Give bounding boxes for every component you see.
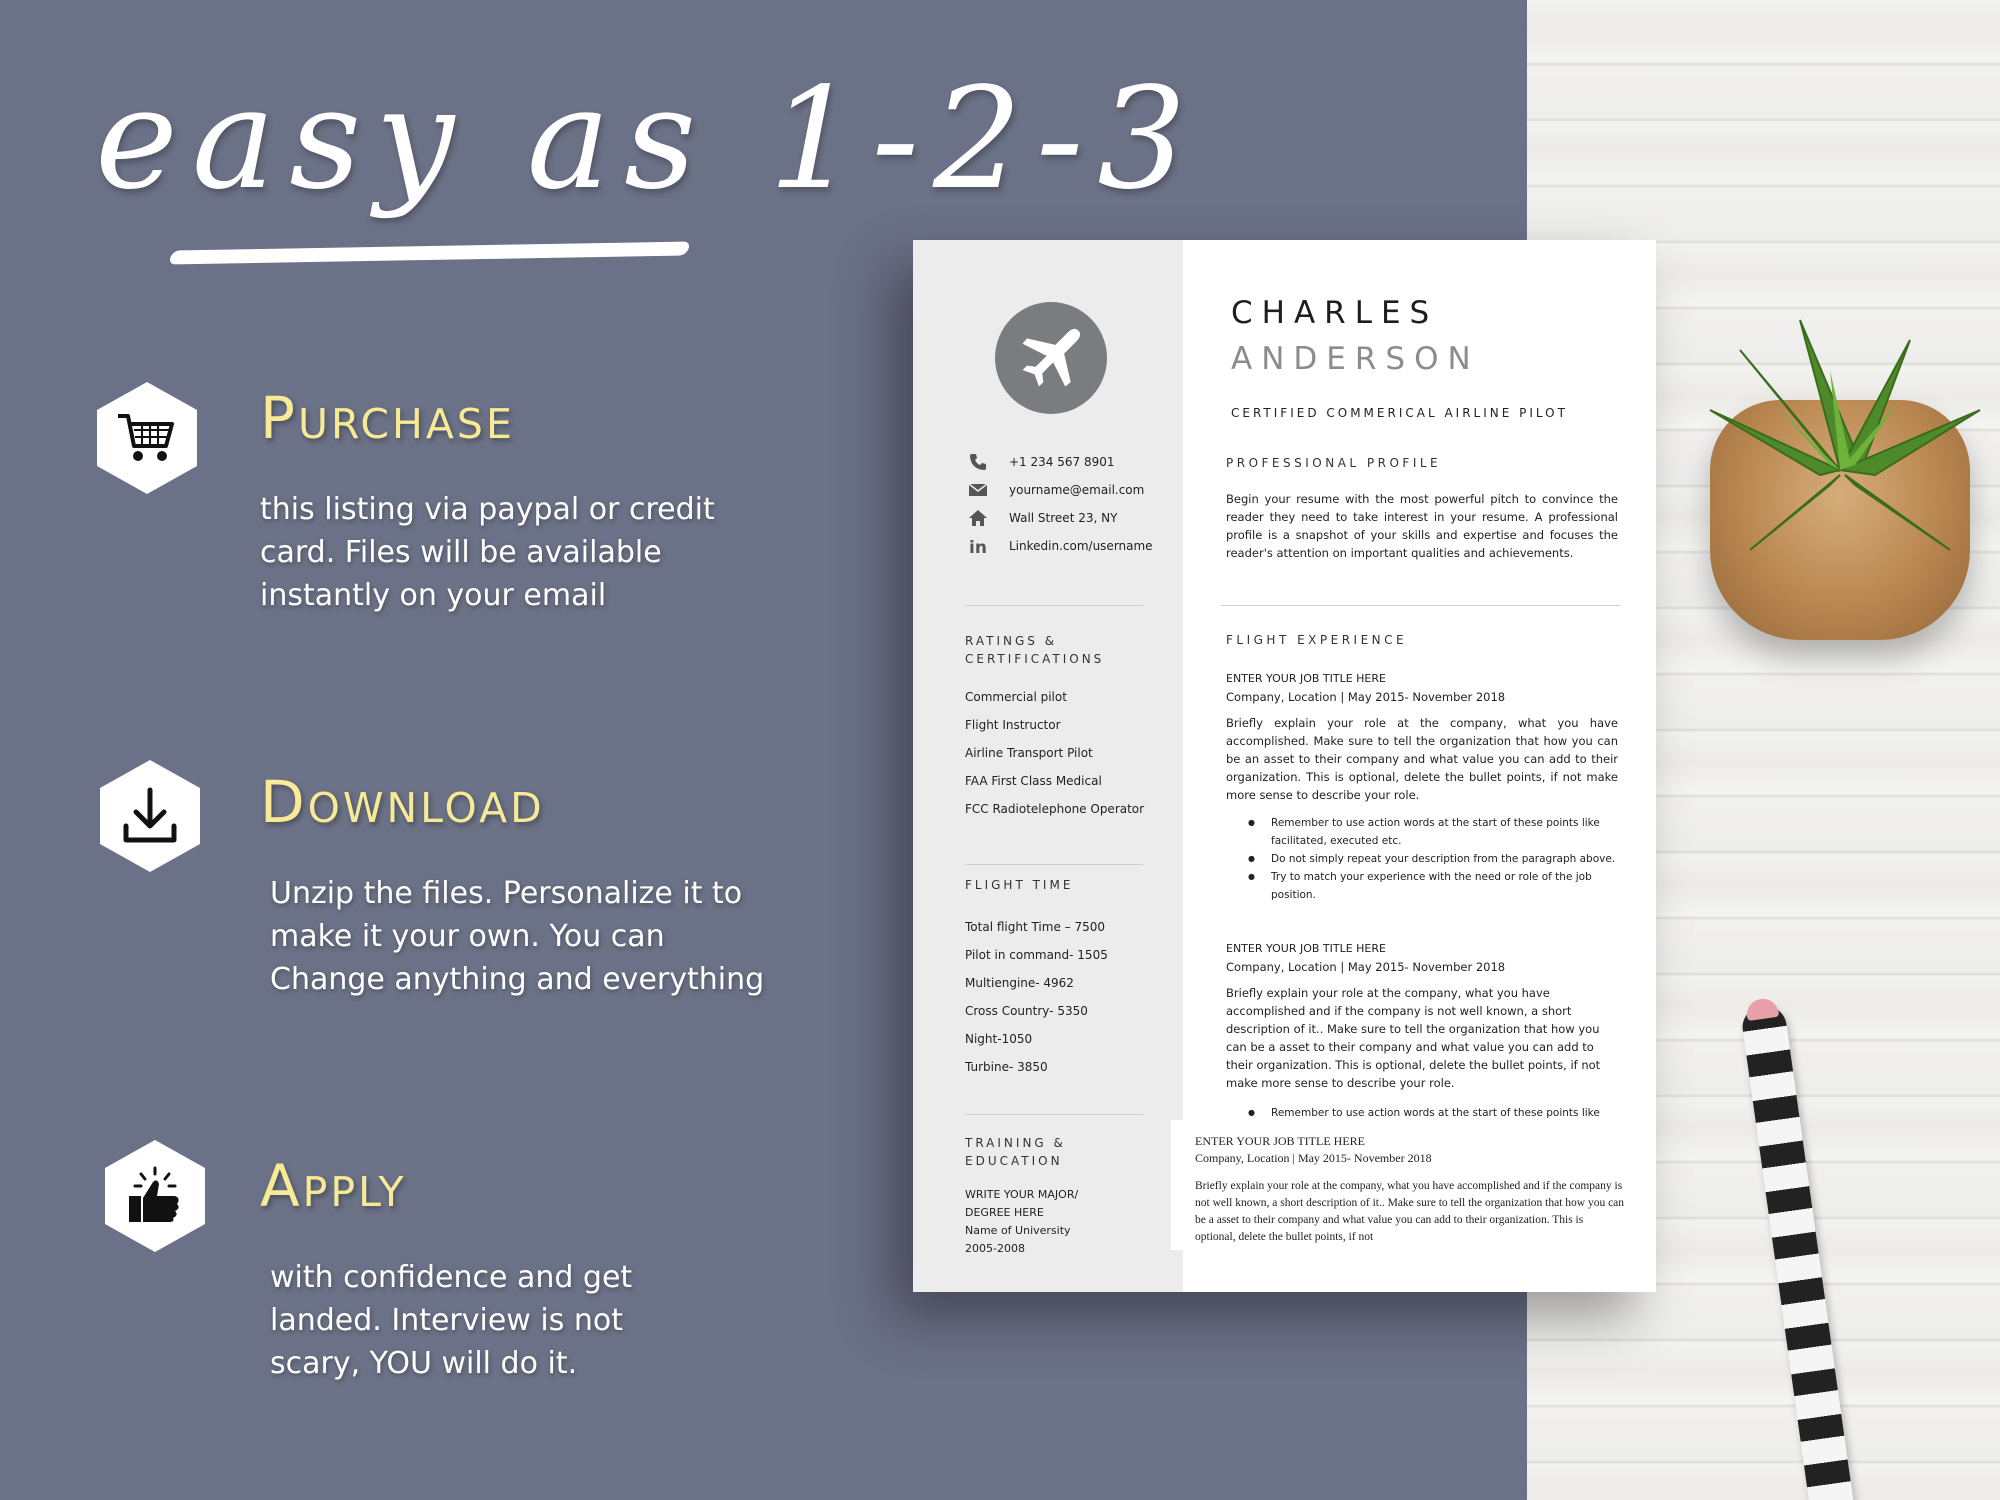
phone-icon — [968, 452, 988, 472]
resume-avatar — [995, 302, 1107, 414]
contact-linkedin: in Linkedin.com/username — [969, 538, 1153, 556]
step-download-badge — [100, 760, 200, 872]
sidebar-divider — [965, 605, 1143, 606]
list-item: ● Do not simply repeat your description from the paragraph above. — [1226, 850, 1618, 868]
job2-title: ENTER YOUR JOB TITLE HERE — [1226, 942, 1386, 955]
job1-company: Company, Location | May 2015- November 2018 — [1226, 690, 1506, 704]
step-apply-text: with confidence and get landed. Interview is not scary, YOU will do it. — [270, 1260, 633, 1381]
list-item: ● Try to match your experience with the need or role of the job position. — [1226, 868, 1618, 904]
resume-preview — [913, 240, 1656, 1292]
list-item: ● Remember to use action words at the start of these points like — [1226, 1104, 1618, 1122]
job2-company: Company, Location | May 2015- November 2018 — [1226, 960, 1506, 974]
step-purchase-text: this listing via paypal or credit card. Files will be available instantly on your email — [260, 492, 715, 613]
step-download-text: Unzip the files. Personalize it to make it your own. You can Change anything and everything — [270, 876, 765, 997]
job1-text: Briefly explain your role at the company, what you have accomplished. Make sure to tell the organization that how you can be an asset to their company and what value you can add to their organization. This is optional, delete the bullet points, if not make more sense to describe your role. — [1226, 716, 1618, 802]
linkedin-icon — [968, 536, 988, 556]
job3-company: Company, Location | May 2015- November 2018 — [1195, 1151, 1432, 1165]
flight-time-item: Cross Country- 5350 — [965, 1004, 1088, 1018]
resume-job-title: CERTIFIED COMMERICAL AIRLINE PILOT — [1231, 406, 1568, 420]
rating-item: Commercial pilot — [965, 690, 1067, 704]
job3-title: ENTER YOUR JOB TITLE HERE — [1195, 1134, 1365, 1148]
sidebar-divider — [965, 864, 1143, 865]
contact-phone: +1 234 567 8901 — [965, 450, 1114, 474]
flight-time-item: Multiengine- 4962 — [965, 976, 1074, 990]
step-purchase-badge — [97, 382, 197, 494]
step-apply-badge — [105, 1140, 205, 1252]
email-icon — [968, 482, 988, 498]
flight-time-item: Pilot in command- 1505 — [965, 948, 1108, 962]
rating-item: FAA First Class Medical — [965, 774, 1102, 788]
contact-email: yourname@email.com — [965, 478, 1144, 502]
step-apply-title: Apply — [260, 1152, 407, 1220]
flight-time-item: Turbine- 3850 — [965, 1060, 1048, 1074]
job2-text: Briefly explain your role at the company, what you have accomplished and if the company is not well known, a short description of it.. Make sure to tell the organization that how you can be a asset to their company and what value you can add to their organization. This is optional, delete the bullet points, if not make more sense to describe your role. — [1226, 986, 1601, 1090]
job1-bullets — [1226, 814, 1618, 904]
svg-text:in: in — [969, 538, 987, 556]
profile-text: Begin your resume with the most powerful pitch to convince the reader they need to take interest in your resume. A professional profile is a snapshot of your skills and expertise and focuses the reader's attention on important qualities and achievements. — [1226, 492, 1618, 560]
training-line: DEGREE HERE — [965, 1206, 1044, 1219]
flight-time-item: Night-1050 — [965, 1032, 1033, 1046]
profile-heading: PROFESSIONAL PROFILE — [1226, 456, 1442, 470]
rating-item: Airline Transport Pilot — [965, 746, 1093, 760]
home-icon — [968, 508, 988, 528]
resume-last-name: ANDERSON — [1231, 341, 1480, 377]
resume-first-name: CHARLES — [1231, 295, 1439, 331]
step-purchase-title: Purchase — [260, 384, 515, 452]
rating-item: FCC Radiotelephone Operator — [965, 802, 1145, 816]
shopping-cart-icon — [116, 410, 178, 466]
flight-time-heading: FLIGHT TIME — [965, 878, 1074, 892]
training-line: 2005-2008 — [965, 1242, 1025, 1255]
main-divider — [1221, 605, 1621, 606]
job1-title: ENTER YOUR JOB TITLE HERE — [1226, 672, 1386, 685]
job3-block — [1171, 1120, 1656, 1250]
ratings-heading: RATINGS & CERTIFICATIONS — [965, 634, 1105, 666]
thumbs-up-icon — [123, 1164, 187, 1228]
succulent-plant-icon — [1680, 300, 2000, 620]
sidebar-divider — [965, 1114, 1143, 1115]
airplane-icon — [1016, 323, 1086, 393]
contact-address: Wall Street 23, NY — [965, 506, 1117, 530]
flight-time-item: Total flight Time – 7500 — [965, 920, 1106, 934]
training-line: Name of University — [965, 1224, 1071, 1237]
job3-text: Briefly explain your role at the company, what you have accomplished and if the company is not well known, a short description of it.. Make sure to tell the organization that how you can be a asset to their company and what value you can add to their organization. This is optional, delete the bullet points, if not — [1195, 1180, 1625, 1243]
training-heading: TRAINING & EDUCATION — [965, 1136, 1066, 1168]
experience-heading: FLIGHT EXPERIENCE — [1226, 633, 1408, 647]
headline-underline — [168, 242, 691, 265]
step-download-title: Download — [260, 768, 545, 836]
headline: easy as 1-2-3 — [95, 58, 1201, 221]
download-icon — [122, 786, 178, 846]
list-item: ● Remember to use action words at the start of these points like facilitated, executed etc. — [1226, 814, 1618, 850]
training-line: WRITE YOUR MAJOR/ — [965, 1188, 1079, 1201]
rating-item: Flight Instructor — [965, 718, 1061, 732]
